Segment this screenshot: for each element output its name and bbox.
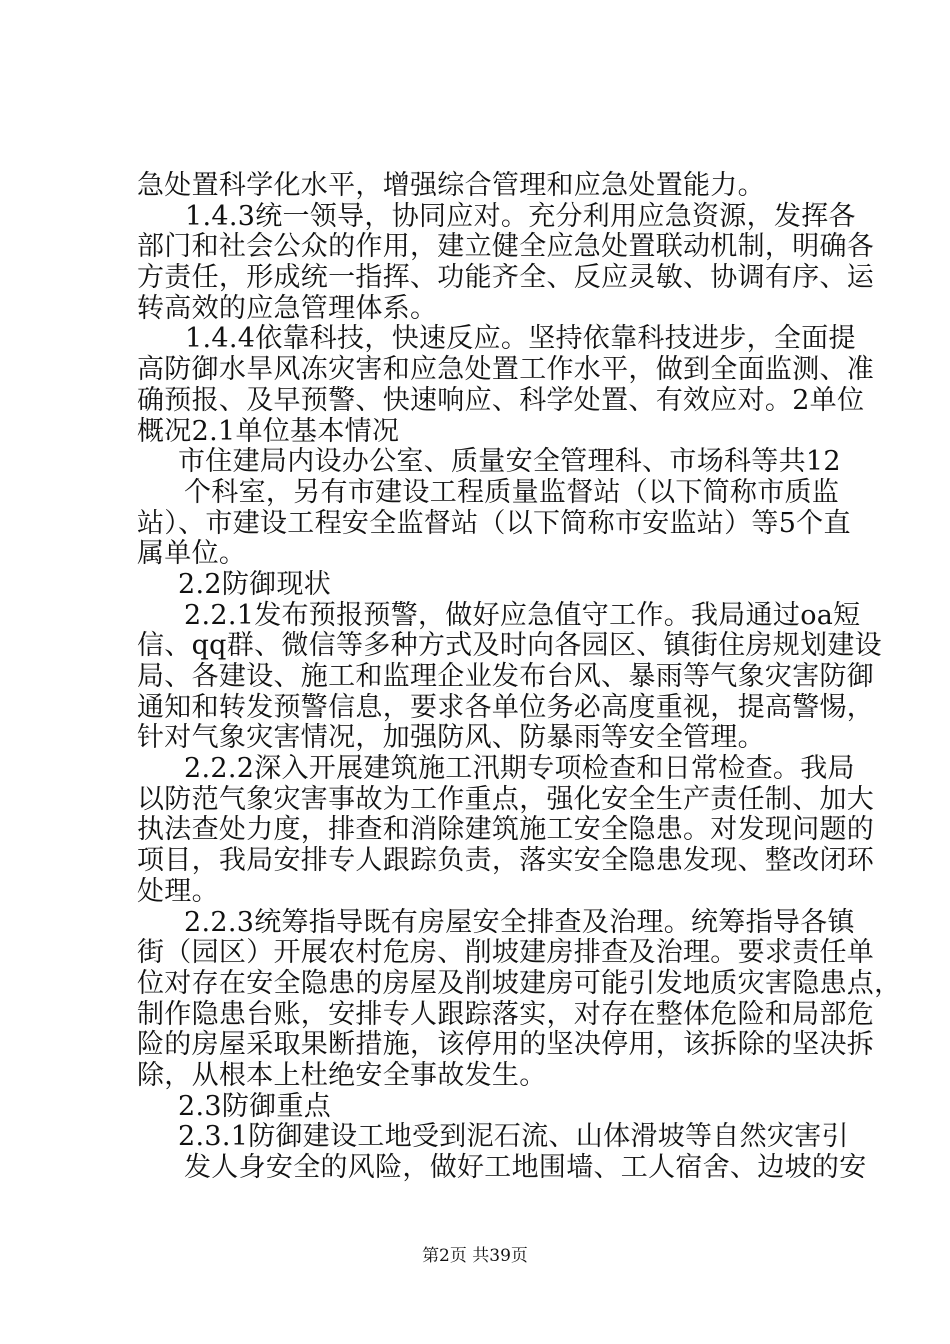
text-line: 市住建局内设办公室、质量安全管理科、市场科等共12 [178,446,841,477]
text-line: 高防御水旱风冻灾害和应急处置工作水平，做到全面监测、准 [137,354,875,385]
text-line: 除，从根本上杜绝安全事故发生。 [137,1060,547,1091]
text-line: 信、qq群、微信等多种方式及时向各园区、镇街住房规划建设 [137,630,882,661]
text-line: 处理。 [137,876,219,907]
text-line: 位对存在安全隐患的房屋及削坡建房可能引发地质灾害隐患点， [137,968,902,999]
text-line: 项目，我局安排专人跟踪负责，落实安全隐患发现、整改闭环 [137,845,875,876]
text-line: 发人身安全的风险，做好工地围墙、工人宿舍、边坡的安 [184,1152,867,1183]
text-line: 属单位。 [137,538,247,569]
text-line: 急处置科学化水平，增强综合管理和应急处置能力。 [137,170,765,201]
text-line: 概况2.1单位基本情况 [137,416,400,447]
text-line: 1.4.3统一领导，协同应对。充分利用应急资源，发挥各 [185,201,856,232]
text-line: 转高效的应急管理体系。 [137,293,438,324]
text-line: 2.3.1防御建设工地受到泥石流、山体滑坡等自然灾害引 [178,1121,849,1152]
text-line: 2.2.2深入开展建筑施工汛期专项检查和日常检查。我局 [184,753,855,784]
text-line: 以防范气象灾害事故为工作重点，强化安全生产责任制、加大 [137,784,875,815]
text-line: 确预报、及早预警、快速响应、科学处置、有效应对。2单位 [137,385,865,416]
text-line: 通知和转发预警信息，要求各单位务必高度重视，提高警惕， [137,692,875,723]
text-line: 执法查处力度，排查和消除建筑施工安全隐患。对发现问题的 [137,814,875,845]
text-line: 2.2防御现状 [178,569,332,600]
text-line: 个科室，另有市建设工程质量监督站（以下简称市质监 [184,477,840,508]
text-line: 局、各建设、施工和监理企业发布台风、暴雨等气象灾害防御 [137,661,875,692]
text-line: 1.4.4依靠科技，快速反应。坚持依靠科技进步，全面提 [185,323,856,354]
text-line: 险的房屋采取果断措施，该停用的坚决停用，该拆除的坚决拆 [137,1029,875,1060]
page-footer: 第2页 共39页 [422,1246,528,1266]
text-line: 方责任，形成统一指挥、功能齐全、反应灵敏、协调有序、运 [137,262,875,293]
text-line: 街（园区）开展农村危房、削坡建房排查及治理。要求责任单 [137,937,875,968]
text-line: 针对气象灾害情况，加强防风、防暴雨等安全管理。 [137,722,765,753]
text-line: 2.3防御重点 [178,1091,332,1122]
text-line: 站）、市建设工程安全监督站（以下简称市安监站）等5个直 [137,508,851,539]
text-line: 2.2.3统筹指导既有房屋安全排查及治理。统筹指导各镇 [184,907,855,938]
text-line: 2.2.1发布预报预警，做好应急值守工作。我局通过oa短 [184,600,861,631]
text-line: 部门和社会公众的作用，建立健全应急处置联动机制，明确各 [137,231,875,262]
text-line: 制作隐患台账，安排专人跟踪落实，对存在整体危险和局部危 [137,999,875,1030]
